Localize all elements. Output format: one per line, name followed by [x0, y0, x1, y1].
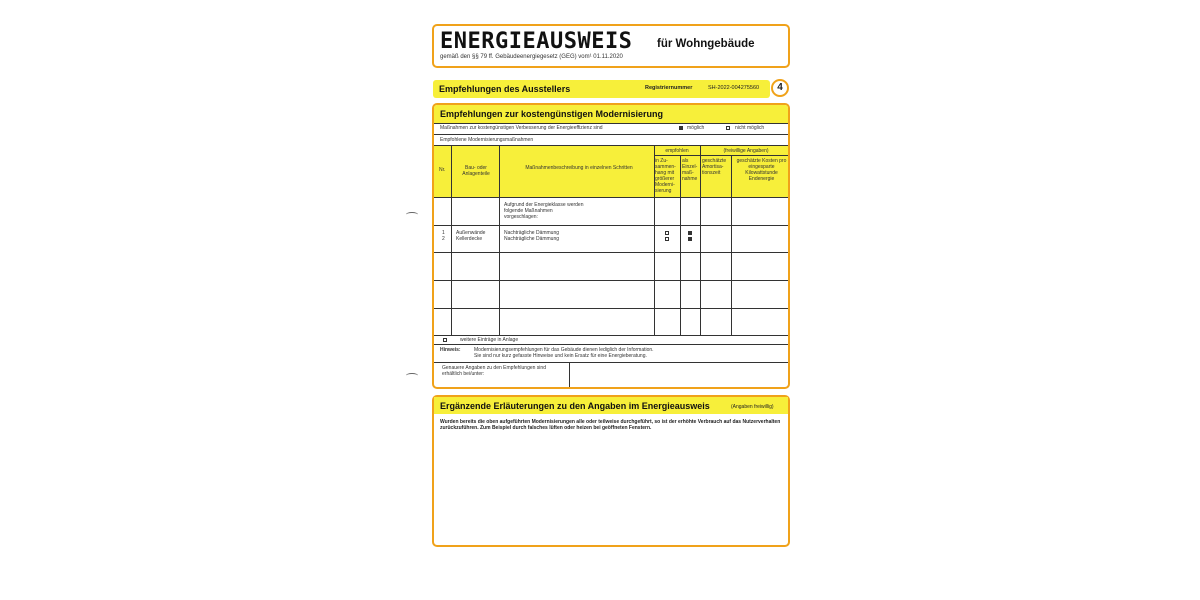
- section-title: Empfehlungen des Ausstellers: [439, 84, 571, 94]
- note-text-line-1: Modernisierungsempfehlungen für das Gebäude dienen lediglich der Information.: [474, 347, 654, 353]
- recommendations-title: Empfehlungen zur kostengünstigen Modernisierung: [440, 109, 664, 119]
- measure-description: Nachträgliche Dämmung: [504, 236, 560, 242]
- measure-nr: 2: [442, 236, 445, 242]
- measures-list-header: Empfohlene Modernisierungsmaßnahmen: [440, 137, 534, 143]
- intro-text: Aufgrund der Energieklasse werden folgende Maßnahmen vorgeschlagen:: [504, 202, 584, 220]
- column-recommended: empfohlen: [665, 148, 689, 154]
- measure-component: Außenwände: [456, 230, 486, 236]
- legal-reference: gemäß den §§ 79 ff. Gebäudeenergiegesetz (GEG) vom¹ 01.11.2020: [440, 54, 623, 60]
- measures-question: Maßnahmen zur kostengünstigen Verbesserung der Energieeffizienz sind: [440, 125, 603, 131]
- note-label: Hinweis:: [440, 347, 461, 353]
- registration-label: Registriernummer: [645, 85, 693, 91]
- recommendations-box: [432, 103, 790, 389]
- more-info-label: Genauere Angaben zu den Empfehlungen sind erhältlich bei/unter:: [442, 365, 546, 377]
- certificate-title: ENERGIEAUSWEIS: [440, 29, 633, 54]
- measure-component: Kellerdecke: [456, 236, 483, 242]
- page-number-badge: 4: [771, 79, 789, 97]
- measure-nr: 1: [442, 230, 445, 236]
- column-voluntary: (freiwillige Angaben): [723, 148, 769, 154]
- column-single: als Einzel-maß-nahme: [682, 158, 698, 182]
- checkbox-possible[interactable]: [679, 126, 683, 130]
- supplement-title: Ergänzende Erläuterungen zu den Angaben im Energieausweis: [440, 401, 710, 411]
- note-text-line-2: Sie sind nur kurz gefasste Hinweise und kein Ersatz für eine Energieberatung.: [474, 353, 647, 359]
- option-not-possible-label: nicht möglich: [735, 125, 765, 131]
- certificate-header: [432, 24, 790, 68]
- column-component: Bau- oder Anlagenteile: [462, 165, 490, 177]
- column-combined: in Zu-sammen-hang mit größerer Moderni-sierung: [655, 158, 676, 194]
- section-bar: [433, 80, 770, 98]
- checkbox-more-entries[interactable]: [443, 338, 447, 342]
- column-nr: Nr.: [439, 167, 446, 173]
- checkbox-single-2[interactable]: [688, 237, 692, 241]
- supplement-optional-note: (Angaben freiwillig): [731, 404, 774, 410]
- supplement-header: [434, 397, 788, 414]
- registration-number: SH-2022-004275560: [708, 85, 760, 91]
- punch-hole-mark: [406, 373, 418, 378]
- column-description: Maßnahmenbeschreibung in einzelnen Schritten: [525, 165, 633, 171]
- checkbox-single-1[interactable]: [688, 231, 692, 235]
- column-payback: geschätzte Amortisa-tionszeit: [702, 158, 727, 176]
- recommendations-header: [434, 105, 788, 123]
- supplement-box: [432, 395, 790, 547]
- punch-hole-mark: [406, 212, 418, 217]
- column-cost: geschätzte Kosten pro eingesparte Kilowattstunde Endenergie: [736, 158, 787, 182]
- supplement-text: Wurden bereits die oben aufgeführten Modernisierungen alle oder teilweise durchgeführt, so ist der erhöhte Verbrauch auf das Nutzerverhalten zurückzuführen. Zum Beispiel durch falsches lüften oder heizen bei geöffneten Fenstern.: [440, 419, 781, 432]
- checkbox-not-possible[interactable]: [726, 126, 730, 130]
- more-entries-label: weitere Einträge in Anlage: [460, 337, 519, 343]
- certificate-subtitle: für Wohngebäude: [657, 38, 755, 50]
- checkbox-combined-1[interactable]: [665, 231, 669, 235]
- measure-description: Nachträgliche Dämmung: [504, 230, 560, 236]
- option-possible-label: möglich: [687, 125, 705, 131]
- checkbox-combined-2[interactable]: [665, 237, 669, 241]
